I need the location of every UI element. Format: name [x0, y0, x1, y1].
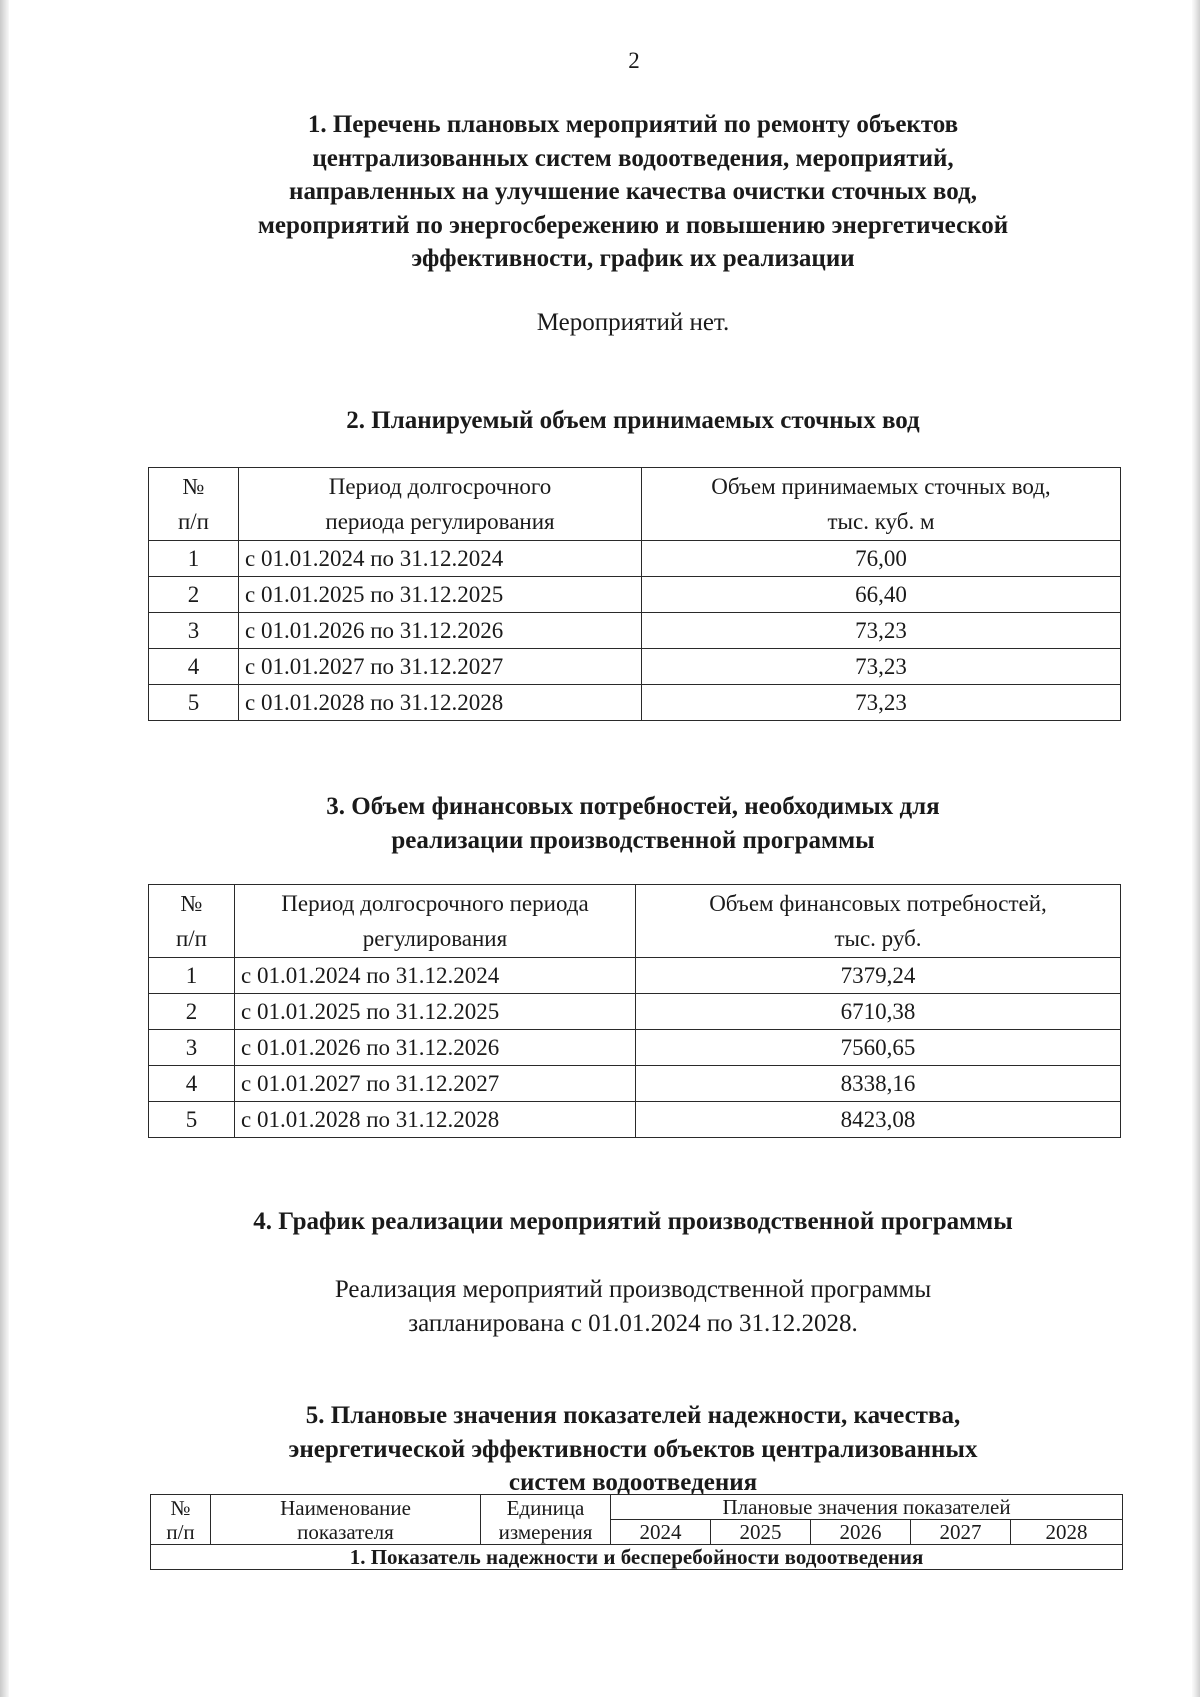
table-row	[149, 685, 1121, 721]
table-row	[149, 577, 1121, 613]
row-period: с 01.01.2026 по 31.12.2026	[235, 1030, 636, 1066]
row-period: с 01.01.2027 по 31.12.2027	[235, 1066, 636, 1102]
row-value: 73,23	[642, 685, 1121, 721]
row-num: 4	[149, 649, 239, 685]
section2-title: 2. Планируемый объем принимаемых сточных вод	[346, 407, 920, 434]
table-row	[149, 649, 1121, 685]
table-row	[149, 1066, 1121, 1102]
row-period: с 01.01.2024 по 31.12.2024	[239, 541, 642, 577]
header-period: Период долгосрочного периода регулирования	[235, 885, 636, 958]
section1-title: 1. Перечень плановых мероприятий по ремонту объектов централизованных систем водоотведения, мероприятий, направленных на улучшение качества очистки сточных вод, мероприятий по энергосбережению и повышению энергетической эффективности, график их реализации	[257, 111, 1009, 272]
row-period: с 01.01.2026 по 31.12.2026	[239, 613, 642, 649]
row-period: с 01.01.2025 по 31.12.2025	[239, 577, 642, 613]
row-num: 2	[149, 994, 235, 1030]
row-num: 5	[149, 685, 239, 721]
header-year: 2026	[811, 1520, 911, 1545]
table-row	[149, 541, 1121, 577]
table-row	[149, 994, 1121, 1030]
header-num: № п/п	[149, 885, 235, 958]
header-year: 2027	[911, 1520, 1011, 1545]
row-num: 5	[149, 1102, 235, 1138]
header-num: № п/п	[151, 1495, 211, 1545]
row-value: 76,00	[642, 541, 1121, 577]
header-year: 2025	[711, 1520, 811, 1545]
section4-text: Реализация мероприятий производственной программы запланирована с 01.01.2024 по 31.12.2028.	[334, 1276, 932, 1337]
row-period: с 01.01.2025 по 31.12.2025	[235, 994, 636, 1030]
table-row	[149, 1102, 1121, 1138]
header-num: № п/п	[149, 468, 239, 541]
header-volume: Объем принимаемых сточных вод, тыс. куб. м	[642, 468, 1121, 541]
row-num: 3	[149, 1030, 235, 1066]
row-period: с 01.01.2028 по 31.12.2028	[235, 1102, 636, 1138]
table-header-row	[151, 1495, 1123, 1520]
table-row	[149, 1030, 1121, 1066]
header-year: 2028	[1011, 1520, 1123, 1545]
row-value: 66,40	[642, 577, 1121, 613]
financial-needs-table	[148, 884, 1121, 1138]
row-value: 73,23	[642, 649, 1121, 685]
section5-title: 5. Плановые значения показателей надежности, качества, энергетической эффективности объектов централизованных систем водоотведения	[288, 1402, 978, 1496]
table-row	[149, 958, 1121, 994]
row-value: 73,23	[642, 613, 1121, 649]
indicators-table	[150, 1494, 1123, 1570]
row-num: 1	[149, 958, 235, 994]
table-row	[149, 613, 1121, 649]
row-num: 2	[149, 577, 239, 613]
section4-title: 4. График реализации мероприятий производственной программы	[253, 1208, 1013, 1235]
row-value: 6710,38	[636, 994, 1121, 1030]
section1-note: Мероприятий нет.	[536, 309, 730, 336]
group-title: 1. Показатель надежности и бесперебойности водоотведения	[151, 1545, 1123, 1570]
scan-edge-right	[1192, 0, 1200, 1697]
header-planned-values: Плановые значения показателей	[611, 1495, 1123, 1520]
table-header-row	[149, 468, 1121, 541]
header-period: Период долгосрочного периода регулирования	[239, 468, 642, 541]
header-indicator-name: Наименование показателя	[211, 1495, 481, 1545]
row-period: с 01.01.2028 по 31.12.2028	[239, 685, 642, 721]
row-period: с 01.01.2024 по 31.12.2024	[235, 958, 636, 994]
table-group-row	[151, 1545, 1123, 1570]
section3-title: 3. Объем финансовых потребностей, необходимых для реализации производственной программы	[326, 793, 940, 854]
header-financial-needs: Объем финансовых потребностей, тыс. руб.	[636, 885, 1121, 958]
row-num: 1	[149, 541, 239, 577]
row-value: 8338,16	[636, 1066, 1121, 1102]
row-period: с 01.01.2027 по 31.12.2027	[239, 649, 642, 685]
row-value: 8423,08	[636, 1102, 1121, 1138]
page-number: 2	[628, 48, 640, 73]
row-num: 3	[149, 613, 239, 649]
header-unit: Единица измерения	[481, 1495, 611, 1545]
wastewater-volume-table	[148, 467, 1121, 721]
header-year: 2024	[611, 1520, 711, 1545]
row-value: 7379,24	[636, 958, 1121, 994]
table-header-row	[149, 885, 1121, 958]
row-value: 7560,65	[636, 1030, 1121, 1066]
scan-edge-left	[0, 0, 9, 1697]
row-num: 4	[149, 1066, 235, 1102]
